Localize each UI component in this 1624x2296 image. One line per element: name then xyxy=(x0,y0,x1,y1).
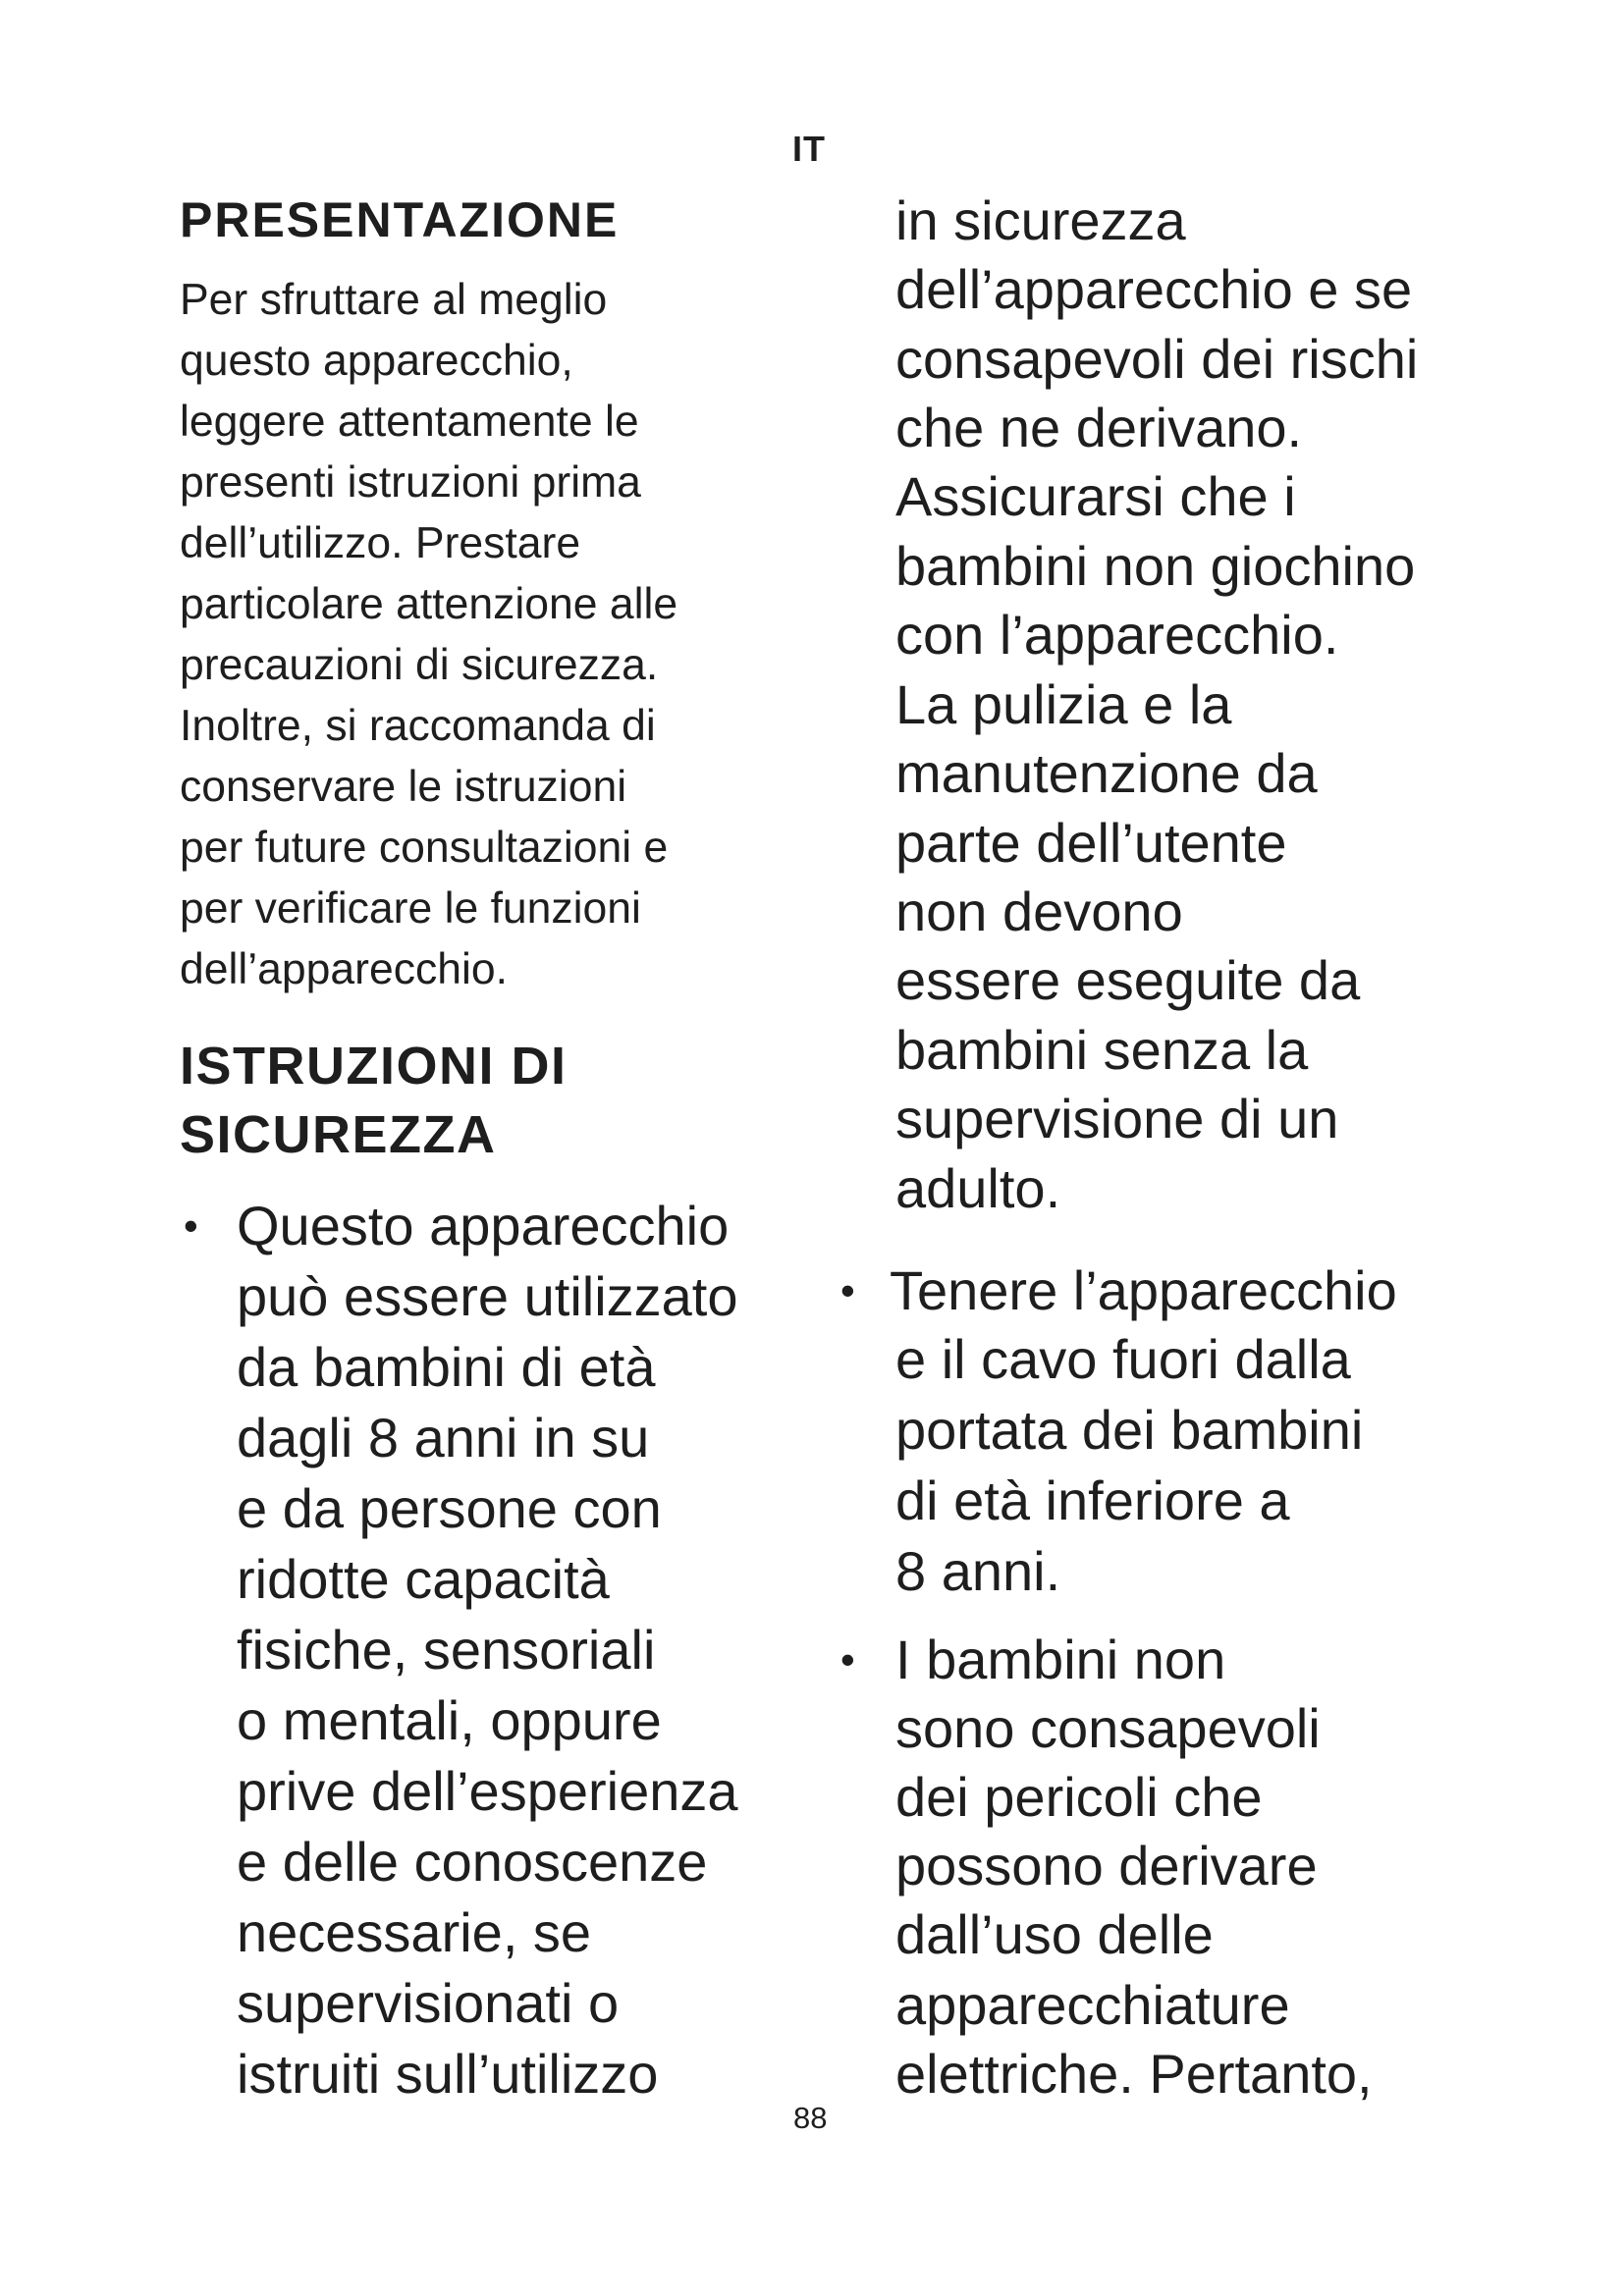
bullet-line: apparecchiature xyxy=(895,1974,1290,2036)
bullet-line: Assicurarsi che i xyxy=(895,465,1296,527)
bullet-line: fisiche, sensoriali xyxy=(237,1619,656,1681)
paragraph-line: dell’apparecchio. xyxy=(180,945,508,993)
bullet-line: essere eseguite da xyxy=(895,949,1361,1011)
paragraph-line: presenti istruzioni prima xyxy=(180,458,641,507)
paragraph-line: Inoltre, si raccomanda di xyxy=(180,702,656,750)
bullet-line: supervisionati o xyxy=(237,1972,620,2034)
bullet-line: istruiti sull’utilizzo xyxy=(237,2043,659,2105)
bullet-line: 8 anni. xyxy=(895,1540,1061,1602)
paragraph-line: conservare le istruzioni xyxy=(180,763,627,811)
bullet-line: dei pericoli che xyxy=(895,1766,1263,1828)
paragraph-line: Per sfruttare al meglio xyxy=(180,276,608,324)
bullet-line: che ne derivano. xyxy=(895,397,1303,458)
presentation-heading: PRESENTAZIONE xyxy=(180,192,620,247)
paragraph-line: leggere attentamente le xyxy=(180,398,639,446)
bullet-line: da bambini di età xyxy=(237,1336,656,1398)
bullet-line: prive dell’esperienza xyxy=(237,1760,738,1822)
safety-heading-line: ISTRUZIONI DI xyxy=(180,1037,568,1095)
bullet-line: I bambini non xyxy=(895,1629,1226,1690)
bullet-marker: • xyxy=(184,1202,198,1249)
bullet-line: La pulizia e la xyxy=(895,673,1232,735)
bullet-marker: • xyxy=(840,1636,855,1682)
bullet-line: o mentali, oppure xyxy=(237,1689,662,1751)
bullet-line: può essere utilizzato xyxy=(237,1265,738,1327)
bullet-line: dall’uso delle xyxy=(895,1903,1214,1965)
bullet-line: con l’apparecchio. xyxy=(895,604,1339,666)
bullet-line: sono consapevoli xyxy=(895,1697,1321,1759)
bullet-line: necessarie, se xyxy=(237,1901,592,1963)
paragraph-line: per verificare le funzioni xyxy=(180,884,641,933)
bullet-line: e da persone con xyxy=(237,1477,662,1539)
language-tag: IT xyxy=(792,129,826,169)
bullet-marker: • xyxy=(840,1267,855,1313)
bullet-line: in sicurezza xyxy=(895,189,1186,251)
safety-heading-line: SICUREZZA xyxy=(180,1105,497,1164)
bullet-line: adulto. xyxy=(895,1157,1061,1219)
bullet-line: bambini non giochino xyxy=(895,535,1416,597)
bullet-line: Tenere l’apparecchio xyxy=(890,1259,1397,1321)
bullet-line: non devono xyxy=(895,881,1183,942)
bullet-line: ridotte capacità xyxy=(237,1548,610,1610)
bullet-line: supervisione di un xyxy=(895,1088,1339,1149)
bullet-line: e il cavo fuori dalla xyxy=(895,1328,1351,1390)
bullet-line: elettriche. Pertanto, xyxy=(895,2043,1373,2105)
bullet-line: dagli 8 anni in su xyxy=(237,1407,650,1468)
page-number: 88 xyxy=(793,2101,828,2135)
paragraph-line: per future consultazioni e xyxy=(180,824,669,872)
bullet-line: portata dei bambini xyxy=(895,1399,1364,1461)
bullet-line: e delle conoscenze xyxy=(237,1831,708,1893)
bullet-line: Questo apparecchio xyxy=(237,1195,730,1256)
bullet-line: parte dell’utente xyxy=(895,812,1287,874)
bullet-line: dell’apparecchio e se xyxy=(895,258,1413,320)
bullet-line: di età inferiore a xyxy=(895,1469,1290,1531)
bullet-line: possono derivare xyxy=(895,1835,1318,1896)
bullet-line: manutenzione da xyxy=(895,742,1318,804)
paragraph-line: dell’utilizzo. Prestare xyxy=(180,519,581,567)
bullet-line: bambini senza la xyxy=(895,1019,1309,1081)
paragraph-line: particolare attenzione alle xyxy=(180,580,678,628)
bullet-line: consapevoli dei rischi xyxy=(895,328,1419,390)
paragraph-line: questo apparecchio, xyxy=(180,337,573,385)
paragraph-line: precauzioni di sicurezza. xyxy=(180,641,659,689)
